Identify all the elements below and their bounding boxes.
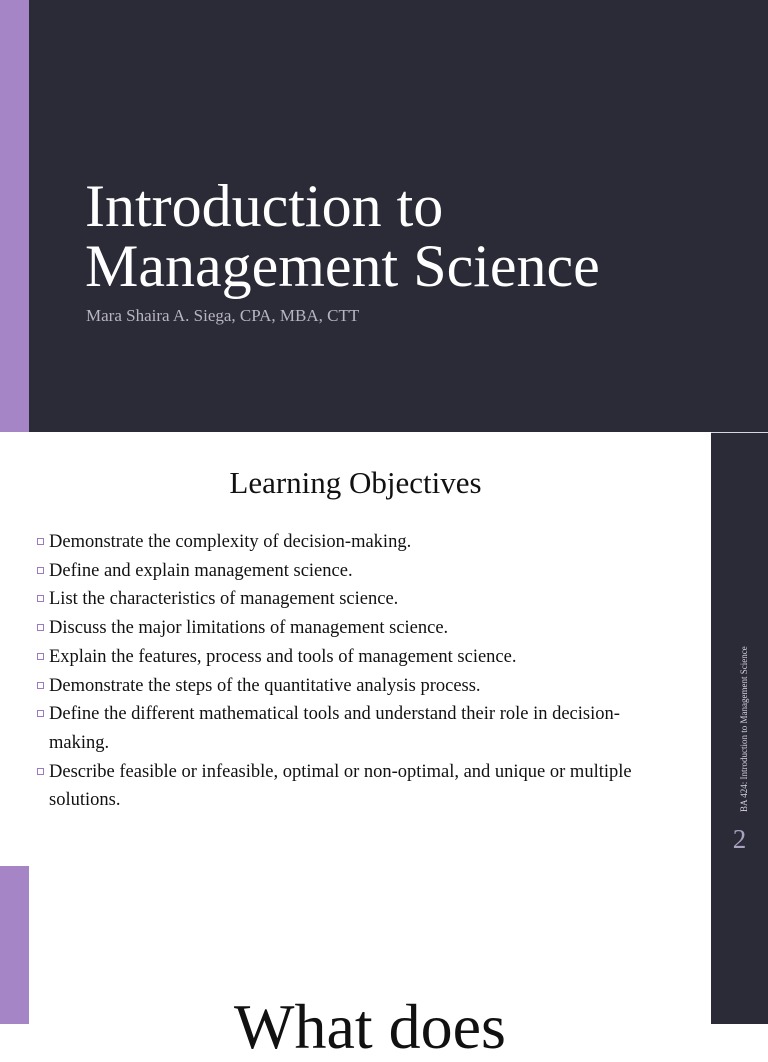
slide-sidebar xyxy=(711,432,768,866)
page-number: 2 xyxy=(732,824,747,854)
slide-footer: BA 424: Introduction to Management Science xyxy=(739,646,749,812)
accent-bar xyxy=(0,0,29,432)
slide-title: What does xyxy=(234,991,506,1062)
square-bullet-icon xyxy=(37,595,44,602)
square-bullet-icon xyxy=(37,682,44,689)
list-item xyxy=(36,528,676,557)
slide-heading: Learning Objectives xyxy=(229,465,482,500)
square-bullet-icon xyxy=(37,567,44,574)
square-bullet-icon xyxy=(37,653,44,660)
objective-text: Define and explain management science. xyxy=(49,560,353,581)
list-item xyxy=(36,614,676,643)
learning-objectives-slide xyxy=(0,432,768,866)
objectives-list xyxy=(36,528,676,815)
list-item xyxy=(36,672,676,701)
list-item xyxy=(36,700,676,757)
list-item xyxy=(36,643,676,672)
objective-text: Demonstrate the complexity of decision-making. xyxy=(49,532,412,552)
sidebar-divider xyxy=(711,432,768,433)
next-slide xyxy=(0,866,768,1062)
presentation-title: Introduction to Management Science xyxy=(85,173,600,299)
square-bullet-icon xyxy=(37,768,44,775)
list-item xyxy=(36,585,676,614)
objective-text: Demonstrate the steps of the quantitative analysis process. xyxy=(49,675,481,696)
objective-text: Define the different mathematical tools and understand their role in decision-making. xyxy=(49,704,620,753)
objective-text: Discuss the major limitations of management science. xyxy=(49,618,449,639)
square-bullet-icon xyxy=(37,710,44,717)
square-bullet-icon xyxy=(37,624,44,631)
presenter-name: Mara Shaira A. Siega, CPA, MBA, CTT xyxy=(86,306,360,325)
title-slide xyxy=(0,0,768,432)
square-bullet-icon xyxy=(37,538,44,545)
list-item xyxy=(36,758,676,815)
objective-text: List the characteristics of management science. xyxy=(49,589,399,610)
list-item xyxy=(36,557,676,586)
objective-text: Explain the features, process and tools of management science. xyxy=(49,646,517,667)
objective-text: Describe feasible or infeasible, optimal or non-optimal, and unique or multiple solutions. xyxy=(49,761,632,811)
